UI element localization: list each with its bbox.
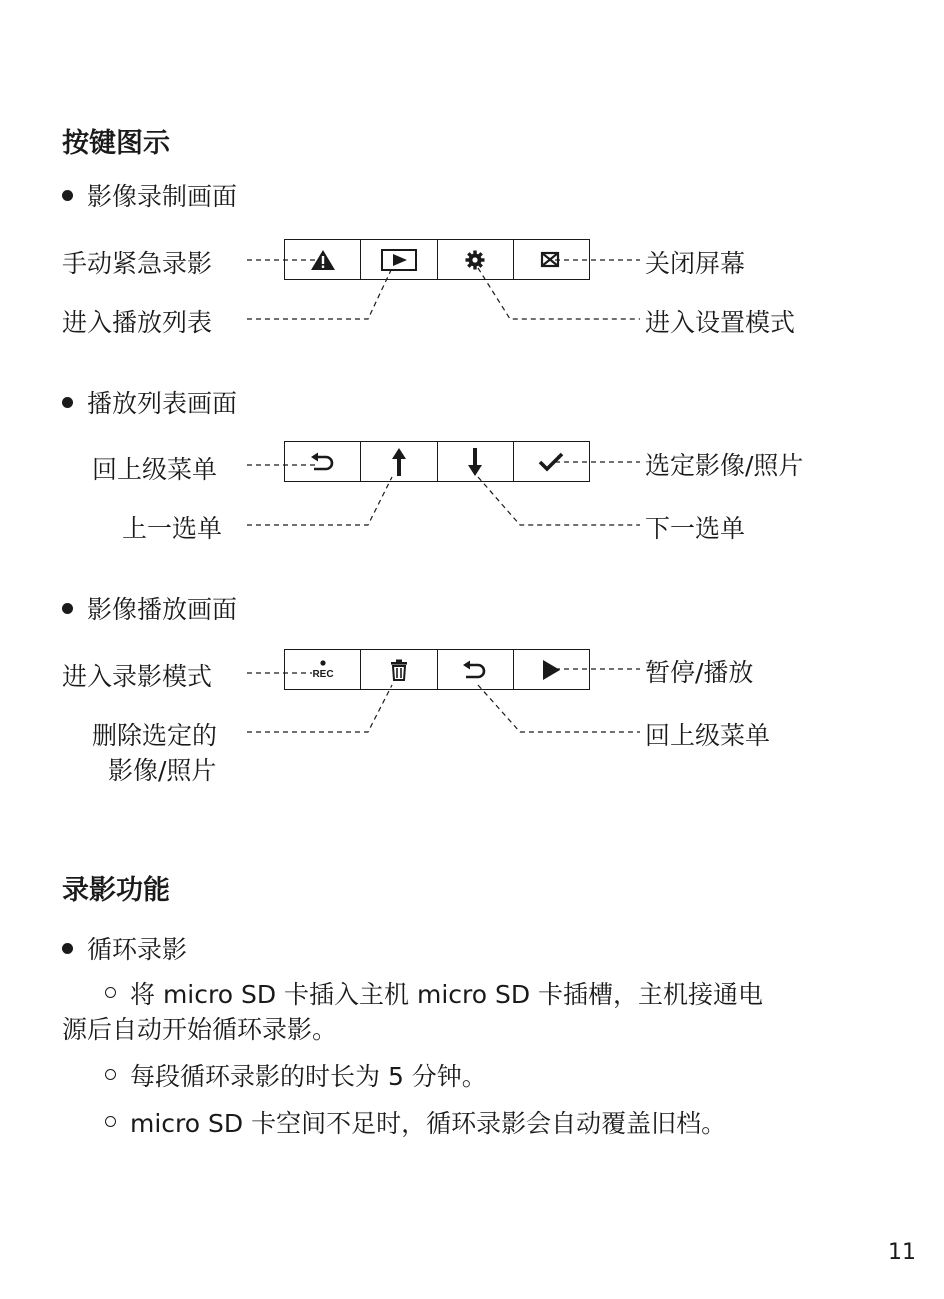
bullet-dot [62, 397, 73, 408]
para1-line2: 源后自动开始循环录影。 [62, 1015, 338, 1044]
return-icon [310, 452, 336, 472]
para3: micro SD 卡空间不足时，循环录影会自动覆盖旧档。 [105, 1107, 726, 1141]
trash-icon [390, 659, 408, 681]
button-down[interactable] [438, 442, 514, 481]
warning-icon [310, 249, 336, 271]
bullet-dot [62, 603, 73, 614]
para1-line1: 将 micro SD 卡插入主机 micro SD 卡插槽，主机接通电 [105, 978, 763, 1012]
label-back-menu: 回上级菜单 [92, 455, 218, 484]
button-settings[interactable] [438, 240, 514, 279]
button-delete[interactable] [361, 650, 437, 689]
arrow-up-icon [391, 447, 407, 477]
button-back[interactable] [285, 442, 361, 481]
label-screen-off: 关闭屏幕 [645, 249, 746, 278]
label-back-menu-2: 回上级菜单 [645, 721, 771, 750]
button-play-pause[interactable] [514, 650, 589, 689]
button-bar-playback [284, 649, 590, 690]
button-bar-record [284, 239, 590, 280]
section-title-recording: 录影功能 [62, 875, 170, 906]
group-heading-record: 影像录制画面 [62, 177, 237, 213]
return-icon [462, 660, 488, 680]
bullet-loop-recording: 循环录影 [62, 930, 187, 966]
button-record-mode[interactable] [285, 650, 361, 689]
group-heading-playback: 影像播放画面 [62, 590, 237, 626]
gear-icon [465, 250, 485, 270]
label-record-mode: 进入录影模式 [62, 662, 213, 691]
play-box-icon [381, 249, 417, 271]
label-previous-item: 上一选单 [122, 514, 223, 543]
label-next-item: 下一选单 [645, 514, 746, 543]
circle-bullet [105, 1116, 116, 1127]
play-icon [541, 659, 561, 681]
page-number: 11 [888, 1240, 916, 1265]
button-screen-off[interactable] [514, 240, 589, 279]
label-select-media: 选定影像/照片 [645, 451, 804, 480]
group-heading-playlist: 播放列表画面 [62, 384, 237, 420]
button-bar-playlist [284, 441, 590, 482]
button-back-2[interactable] [438, 650, 514, 689]
para2: 每段循环录影的时长为 5 分钟。 [105, 1060, 487, 1094]
label-settings-mode: 进入设置模式 [645, 308, 796, 337]
label-pause-play: 暂停/播放 [645, 658, 754, 687]
circle-bullet [105, 1069, 116, 1080]
label-delete-selected-1: 删除选定的 [92, 721, 218, 750]
button-up[interactable] [361, 442, 437, 481]
label-delete-selected-2: 影像/照片 [108, 756, 217, 785]
checkmark-icon [538, 452, 564, 472]
screen-off-icon [539, 250, 563, 270]
label-emergency-record: 手动紧急录影 [62, 249, 213, 278]
section-title-button-guide: 按键图示 [62, 128, 170, 159]
rec-text: REC [312, 668, 334, 680]
arrow-down-icon [467, 447, 483, 477]
circle-bullet [105, 987, 116, 998]
label-open-playlist: 进入播放列表 [62, 308, 213, 337]
button-emergency-record[interactable] [285, 240, 361, 279]
button-confirm[interactable] [514, 442, 589, 481]
button-playlist[interactable] [361, 240, 437, 279]
bullet-dot [62, 190, 73, 201]
bullet-dot [62, 943, 73, 954]
rec-icon [308, 659, 338, 681]
